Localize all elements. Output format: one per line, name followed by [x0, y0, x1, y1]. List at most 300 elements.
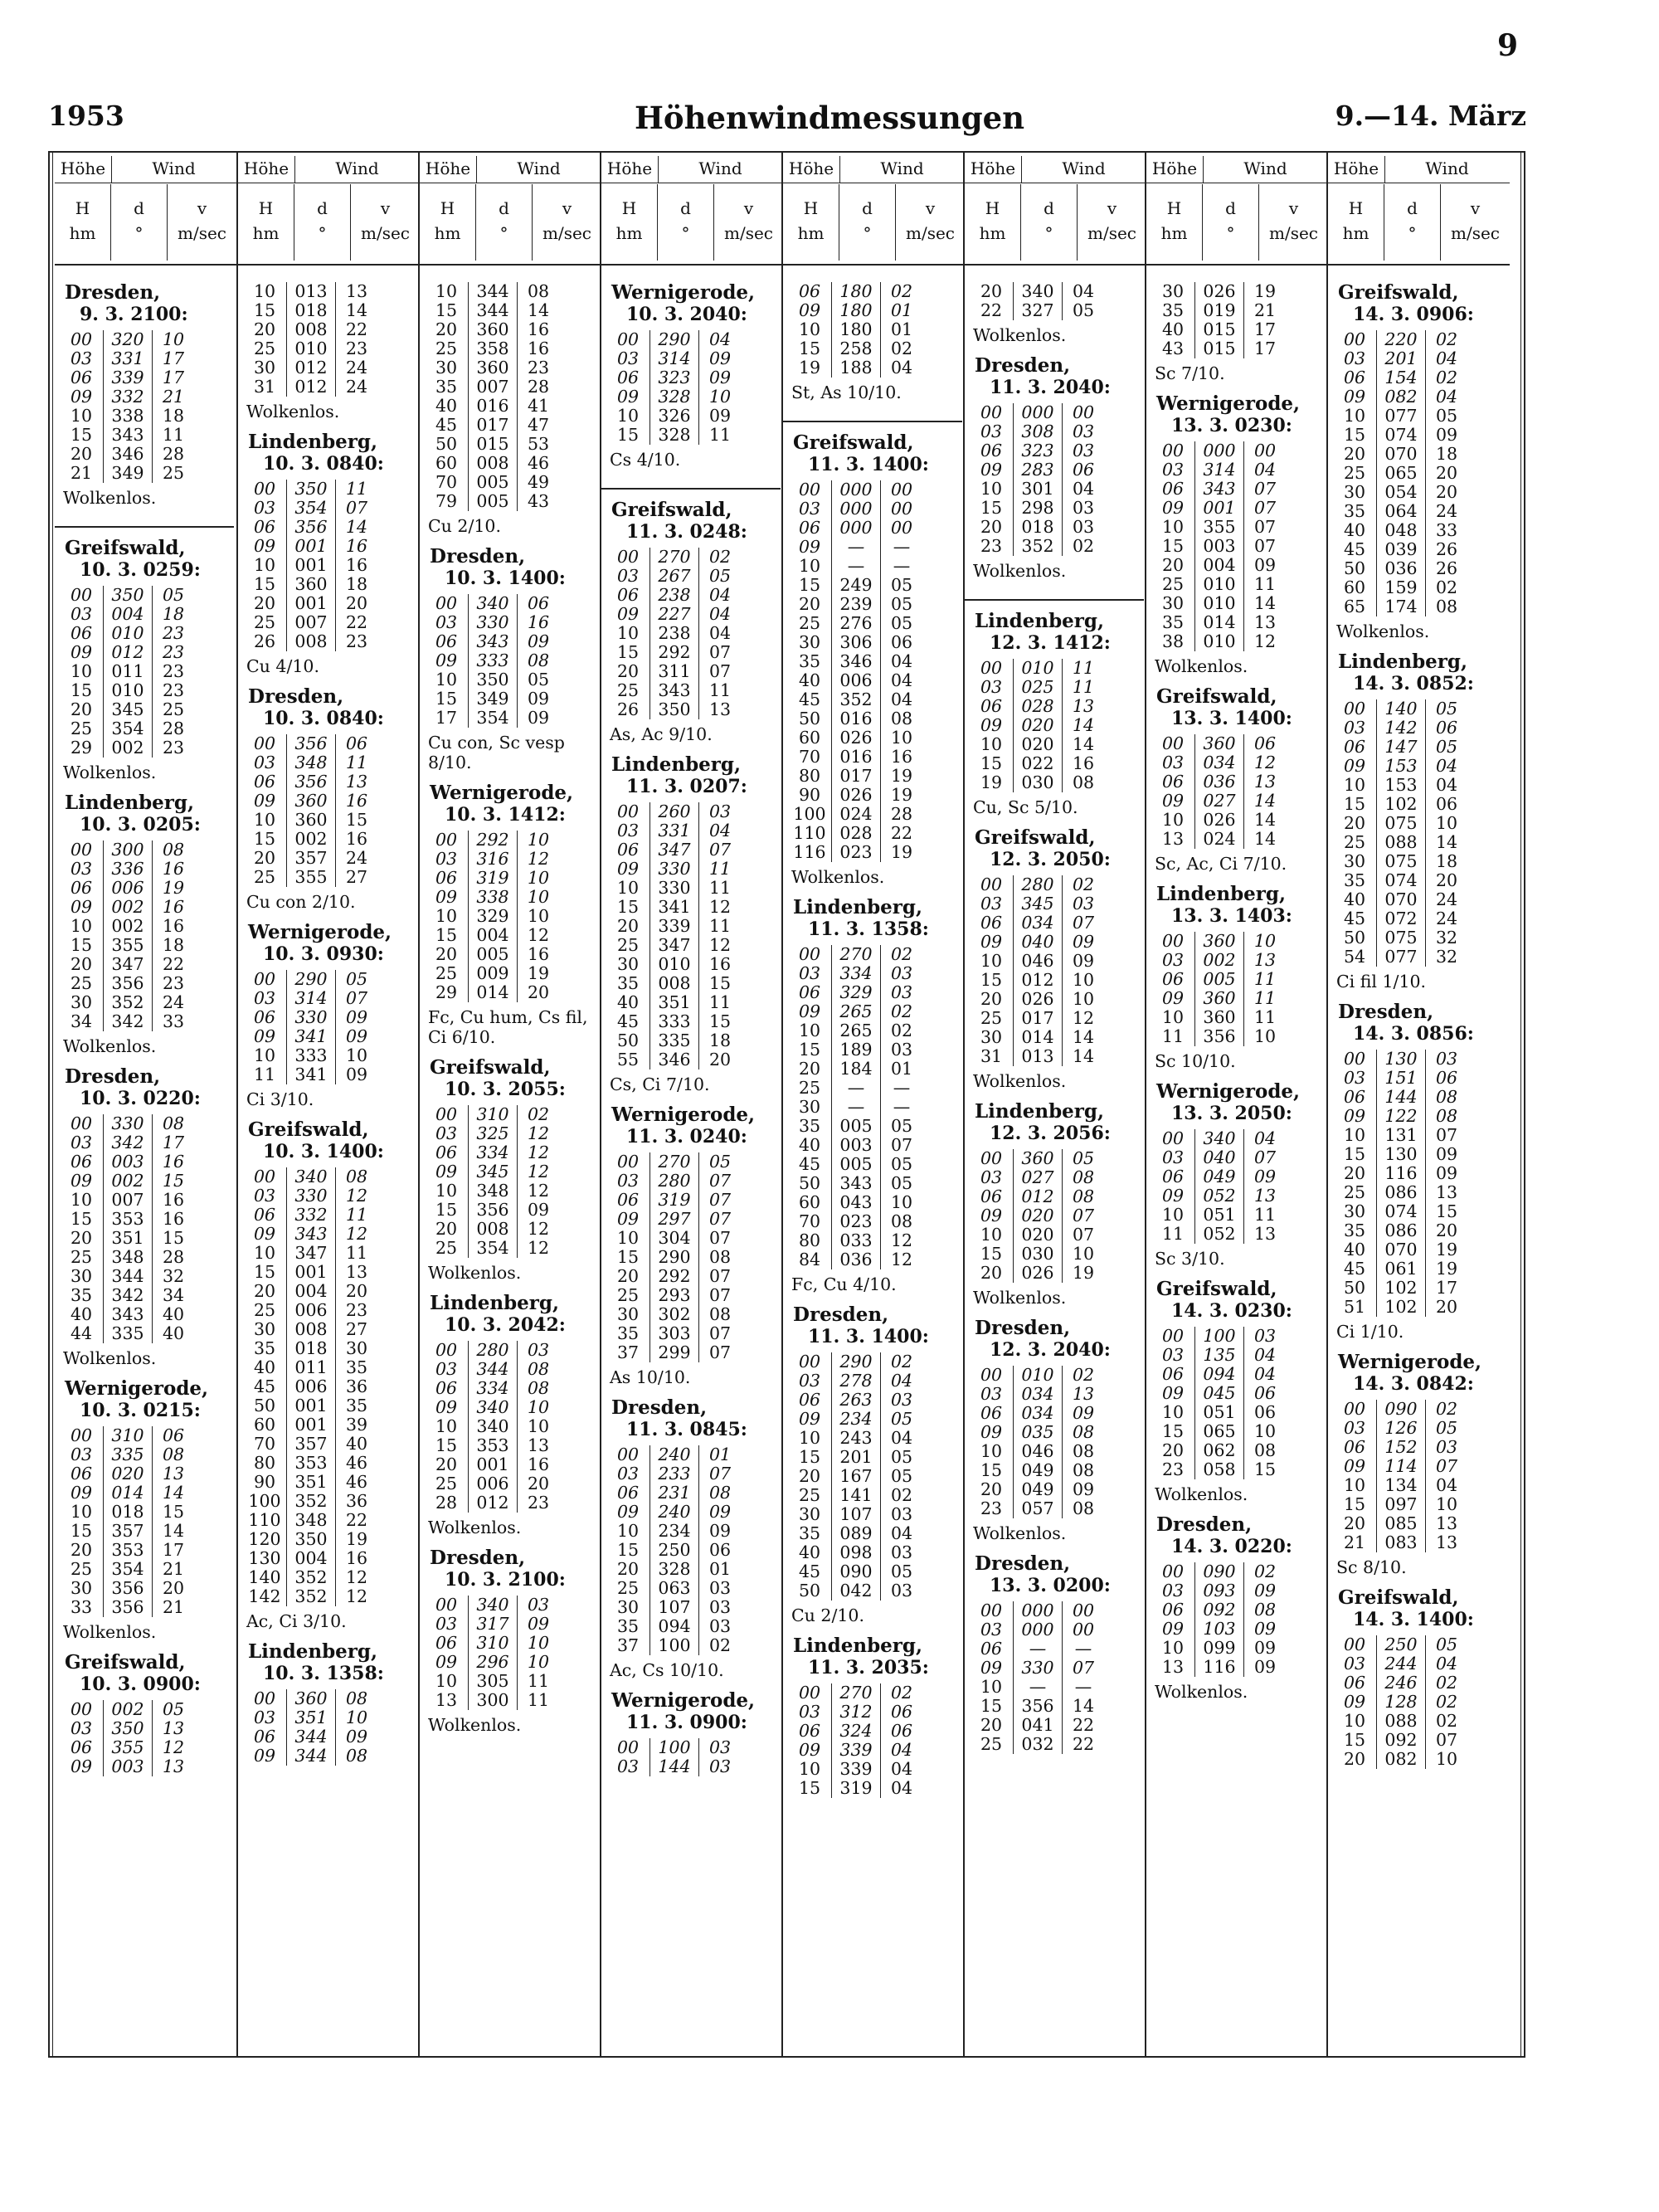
direction-value: 319 — [468, 869, 518, 888]
table-row — [783, 728, 965, 748]
station-block — [1146, 1514, 1328, 1702]
speed-value: 11 — [708, 877, 732, 898]
speed-value: 12 — [1253, 753, 1277, 772]
observation-time: 11. 3. 0240: — [626, 1125, 747, 1147]
station-block — [420, 782, 601, 1047]
column-header — [420, 151, 601, 266]
direction-value: 360 — [286, 811, 336, 830]
header-msec: m/sec — [360, 223, 410, 243]
height-value: 45 — [435, 415, 458, 435]
speed-value: 28 — [162, 444, 185, 464]
direction-value: 265 — [831, 1002, 881, 1021]
table-row — [965, 1480, 1146, 1499]
station-block — [601, 1104, 783, 1387]
height-value: 15 — [980, 753, 1003, 773]
table-row — [420, 689, 601, 709]
speed-value: 20 — [708, 1049, 732, 1069]
direction-value: 045 — [1194, 1384, 1244, 1403]
speed-value: 13 — [345, 281, 368, 301]
observation-time: 13. 3. 2050: — [1171, 1103, 1292, 1124]
height-value: 21 — [1343, 1532, 1366, 1552]
table-row — [783, 1448, 965, 1467]
direction-value: 360 — [468, 320, 518, 339]
direction-value: 341 — [286, 1027, 336, 1046]
direction-value: 319 — [831, 1779, 881, 1798]
table-row — [965, 518, 1146, 537]
height-value: 09 — [980, 1657, 1003, 1678]
cloud-note: Ci fil 1/10. — [1336, 972, 1427, 992]
speed-value: 08 — [162, 839, 185, 860]
height-value: 09 — [70, 387, 93, 407]
table-row — [420, 709, 601, 728]
height-value: 28 — [435, 1493, 458, 1513]
speed-value: 18 — [162, 406, 185, 426]
speed-value: 10 — [890, 1191, 913, 1212]
cloud-note: Wolkenlos. — [791, 866, 885, 887]
table-row — [1146, 282, 1328, 301]
height-value: 35 — [616, 972, 640, 993]
cloud-note: Cu 2/10. — [791, 1605, 864, 1625]
table-row — [238, 1027, 420, 1046]
direction-value: 026 — [1013, 1264, 1063, 1283]
height-value: 20 — [253, 848, 276, 868]
speed-value: 03 — [527, 1340, 550, 1360]
direction-value: 026 — [1013, 990, 1063, 1009]
height-value: 06 — [616, 1189, 640, 1210]
height-value: 03 — [435, 1359, 458, 1379]
header-hm: hm — [797, 223, 825, 243]
table-row — [965, 282, 1146, 301]
direction-value: 028 — [1013, 697, 1063, 716]
height-value: 25 — [1343, 463, 1366, 483]
table-row — [965, 952, 1146, 971]
direction-value: 008 — [286, 1320, 336, 1339]
speed-value: 20 — [162, 1577, 185, 1598]
table-row — [238, 1454, 420, 1473]
table-row — [965, 1423, 1146, 1442]
station-name: Lindenberg, — [1338, 650, 1467, 673]
speed-value: 23 — [345, 631, 368, 651]
speed-value: 14 — [1253, 791, 1277, 811]
speed-value: 17 — [162, 348, 185, 368]
height-value: 00 — [980, 1364, 1003, 1385]
height-value: 15 — [70, 934, 93, 955]
height-value: 20 — [616, 1558, 640, 1579]
direction-value: 000 — [831, 519, 881, 538]
height-value: 06 — [980, 441, 1003, 460]
height-value: 23 — [1161, 1459, 1185, 1479]
height-value: 25 — [253, 339, 276, 358]
table-row — [965, 716, 1146, 735]
table-row — [55, 1445, 236, 1464]
station-block — [1146, 393, 1328, 676]
table-row — [965, 914, 1146, 933]
cloud-note: Wolkenlos. — [63, 488, 157, 508]
speed-value: 03 — [527, 1595, 550, 1615]
direction-value: 007 — [286, 613, 336, 632]
table-row — [420, 926, 601, 945]
direction-value: 008 — [286, 320, 336, 339]
speed-value: 15 — [162, 1501, 185, 1522]
header-h: H — [985, 198, 1000, 218]
speed-value: 14 — [162, 1520, 185, 1541]
table-row — [55, 1172, 236, 1191]
speed-value: 02 — [890, 943, 913, 964]
height-value: 20 — [435, 944, 458, 964]
direction-value: 331 — [103, 349, 153, 368]
column-body — [601, 272, 783, 1776]
header-hm: hm — [69, 223, 96, 243]
section-rule — [965, 599, 1144, 601]
station-block — [238, 686, 420, 912]
height-value: 10 — [70, 406, 93, 426]
height-value: 21 — [70, 463, 93, 483]
speed-value: 06 — [890, 1720, 913, 1741]
table-row — [783, 709, 965, 728]
direction-value: 339 — [831, 1760, 881, 1779]
speed-value: 07 — [708, 1323, 732, 1343]
speed-value: 04 — [890, 650, 913, 671]
table-column — [236, 151, 418, 2058]
height-value: 15 — [798, 1446, 821, 1467]
direction-value: 333 — [468, 651, 518, 670]
direction-value: 244 — [1376, 1654, 1426, 1674]
observation-time: 14. 3. 0856: — [1353, 1023, 1474, 1045]
station-name: Lindenberg, — [975, 1099, 1104, 1123]
table-row — [55, 1738, 236, 1757]
speed-value: 10 — [527, 906, 550, 926]
speed-value: 11 — [1072, 676, 1095, 697]
table-row — [1328, 909, 1510, 928]
table-row — [601, 1324, 783, 1343]
speed-value: 16 — [162, 915, 185, 936]
table-row — [601, 1012, 783, 1031]
direction-value: 074 — [1376, 1202, 1426, 1221]
direction-value: 008 — [649, 974, 699, 993]
direction-value: 012 — [103, 643, 153, 662]
table-row — [1146, 1562, 1328, 1581]
direction-value: 292 — [649, 1267, 699, 1286]
direction-value: 130 — [1376, 1145, 1426, 1164]
cloud-note: Sc 8/10. — [1336, 1557, 1407, 1577]
table-row — [1328, 1514, 1510, 1533]
table-row — [238, 480, 420, 499]
direction-value: 349 — [468, 689, 518, 709]
table-row — [601, 1484, 783, 1503]
height-value: 10 — [435, 281, 458, 301]
direction-value: 356 — [286, 772, 336, 792]
frame-double-rule-left — [52, 151, 53, 2058]
speed-value: 16 — [1072, 753, 1095, 773]
speed-value: 03 — [890, 1580, 913, 1601]
speed-value: 09 — [1253, 1619, 1277, 1639]
station-name: Dresden, — [975, 1552, 1071, 1575]
table-row — [965, 894, 1146, 914]
table-row — [238, 1206, 420, 1225]
table-row — [420, 1596, 601, 1615]
height-value: 50 — [616, 1030, 640, 1050]
direction-value: 051 — [1194, 1206, 1244, 1225]
direction-value: 317 — [468, 1615, 518, 1634]
table-row — [783, 282, 965, 301]
direction-value: 041 — [1013, 1716, 1063, 1735]
observation-time: 11. 3. 2035: — [808, 1656, 929, 1678]
height-value: 20 — [70, 1539, 93, 1560]
speed-value: 04 — [1253, 460, 1277, 480]
table-row — [1328, 540, 1510, 559]
station-name: Greifswald, — [1338, 281, 1459, 304]
cloud-note: Cu con 2/10. — [246, 892, 356, 912]
direction-value: — — [831, 1098, 881, 1117]
height-value: 06 — [1161, 969, 1185, 989]
height-value: 50 — [798, 708, 821, 728]
speed-value: 09 — [527, 689, 550, 709]
speed-value: 05 — [1435, 737, 1458, 757]
direction-value: — — [831, 1079, 881, 1098]
speed-value: 13 — [1253, 772, 1277, 792]
height-value: 45 — [1343, 909, 1366, 928]
speed-value: 06 — [1435, 794, 1458, 814]
height-value: 15 — [798, 1039, 821, 1060]
height-value: 13 — [435, 1690, 458, 1710]
speed-value: 13 — [162, 1717, 185, 1738]
table-row — [1328, 1419, 1510, 1438]
table-row — [1328, 597, 1510, 616]
table-row — [601, 624, 783, 643]
table-row — [1146, 460, 1328, 480]
direction-value: 022 — [1013, 754, 1063, 773]
table-row — [238, 1225, 420, 1244]
speed-value: 16 — [708, 953, 732, 974]
height-value: 20 — [253, 319, 276, 339]
direction-value: 250 — [1376, 1635, 1426, 1654]
table-row — [1328, 1240, 1510, 1259]
height-value: 45 — [1343, 539, 1366, 559]
direction-value: 341 — [649, 898, 699, 917]
speed-value: 23 — [527, 1493, 550, 1513]
table-row — [965, 1620, 1146, 1640]
direction-value: 010 — [649, 955, 699, 974]
speed-value: 07 — [1072, 912, 1095, 933]
table-row — [1328, 330, 1510, 349]
table-row — [420, 454, 601, 473]
height-value: 09 — [616, 603, 640, 624]
table-row — [783, 1703, 965, 1722]
height-value: 03 — [70, 603, 93, 624]
direction-value: 339 — [831, 1741, 881, 1760]
height-value: 00 — [1343, 1049, 1366, 1069]
table-row — [965, 875, 1146, 894]
height-value: 09 — [616, 1208, 640, 1229]
direction-value: 102 — [1376, 1279, 1426, 1298]
speed-value: 07 — [1435, 1730, 1458, 1750]
direction-value: 089 — [831, 1524, 881, 1543]
speed-value: 04 — [890, 1777, 913, 1798]
table-row — [1328, 349, 1510, 368]
speed-value: 08 — [527, 1378, 550, 1398]
table-column — [1145, 151, 1326, 2058]
height-value: 10 — [980, 1224, 1003, 1245]
speed-value: 05 — [1072, 300, 1095, 320]
table-row — [55, 860, 236, 879]
speed-value: 19 — [890, 841, 913, 862]
cloud-note: Wolkenlos. — [428, 1263, 522, 1283]
speed-value: 01 — [890, 319, 913, 339]
speed-value: 16 — [527, 944, 550, 964]
station-block — [1328, 282, 1510, 641]
header-h-cell — [965, 184, 1021, 261]
table-row — [1328, 445, 1510, 464]
direction-value: 142 — [1376, 719, 1426, 738]
speed-value: 39 — [345, 1415, 368, 1435]
direction-value: 344 — [286, 1747, 336, 1766]
speed-value: 08 — [708, 1303, 732, 1324]
speed-value: 02 — [708, 546, 732, 567]
direction-value: 036 — [1194, 772, 1244, 792]
table-row — [238, 613, 420, 632]
speed-value: 04 — [890, 689, 913, 709]
observation-time: 14. 3. 0230: — [1171, 1300, 1292, 1322]
height-value: 03 — [1161, 950, 1185, 970]
table-row — [238, 1549, 420, 1568]
speed-value: 35 — [345, 1396, 368, 1415]
height-value: 25 — [616, 1284, 640, 1305]
observation-time: 10. 3. 1400: — [445, 568, 566, 589]
direction-value: 356 — [103, 1579, 153, 1598]
height-value: 25 — [253, 1300, 276, 1320]
direction-value: 356 — [286, 734, 336, 753]
height-value: 13 — [1161, 829, 1185, 849]
table-row — [420, 1105, 601, 1124]
table-row — [420, 594, 601, 613]
direction-value: 340 — [468, 1398, 518, 1417]
table-row — [1146, 632, 1328, 651]
height-value: 09 — [980, 931, 1003, 952]
height-value: 26 — [616, 699, 640, 719]
speed-value: 08 — [1253, 1600, 1277, 1620]
station-block — [601, 754, 783, 1094]
speed-value: 03 — [1072, 517, 1095, 537]
direction-value: 344 — [468, 282, 518, 301]
height-value: 06 — [980, 1402, 1003, 1423]
height-value: 60 — [1343, 577, 1366, 597]
direction-value: 033 — [831, 1231, 881, 1250]
table-row — [420, 1691, 601, 1710]
direction-value: 082 — [1376, 387, 1426, 407]
direction-value: 330 — [286, 1008, 336, 1027]
speed-value: 10 — [1435, 1749, 1458, 1769]
speed-value: 10 — [890, 727, 913, 748]
speed-value: 07 — [708, 1170, 732, 1191]
station-block — [1146, 1081, 1328, 1269]
height-value: 25 — [435, 1474, 458, 1493]
speed-value: 21 — [162, 1558, 185, 1579]
speed-value: 04 — [708, 820, 732, 840]
header-v-cell — [1441, 184, 1510, 261]
table-row — [1328, 521, 1510, 540]
direction-value: 064 — [1376, 502, 1426, 521]
height-value: 15 — [70, 425, 93, 445]
speed-value: 02 — [890, 1020, 913, 1040]
table-row — [238, 1473, 420, 1492]
table-row — [783, 1410, 965, 1429]
direction-value: 100 — [649, 1738, 699, 1757]
speed-value: 22 — [345, 1510, 368, 1530]
height-value: 15 — [980, 969, 1003, 990]
station-block — [965, 1101, 1146, 1308]
direction-value: 006 — [286, 1301, 336, 1320]
height-value: 40 — [616, 992, 640, 1012]
speed-value: 04 — [708, 603, 732, 624]
speed-value: 20 — [345, 1281, 368, 1301]
speed-value: 12 — [890, 1249, 913, 1269]
station-name: Lindenberg, — [611, 753, 741, 776]
speed-value: 09 — [1072, 1402, 1095, 1423]
speed-value: 02 — [890, 1484, 913, 1505]
direction-value: 086 — [1376, 1221, 1426, 1240]
table-row — [783, 1562, 965, 1581]
height-value: 00 — [1161, 931, 1185, 951]
cloud-note: Fc, Cu 4/10. — [791, 1274, 897, 1294]
header-hm: hm — [252, 223, 280, 243]
station-name: Wernigerode, — [430, 782, 574, 804]
height-value: 50 — [798, 1580, 821, 1601]
speed-value: 01 — [708, 1444, 732, 1464]
speed-value: 05 — [890, 593, 913, 614]
direction-value: 357 — [286, 1435, 336, 1454]
speed-value: 03 — [890, 982, 913, 1002]
direction-value: 085 — [1376, 1514, 1426, 1533]
table-row — [1146, 480, 1328, 499]
speed-value: 13 — [162, 1756, 185, 1776]
table-row — [1328, 1107, 1510, 1126]
speed-value: 16 — [527, 319, 550, 339]
cloud-note: Wolkenlos. — [973, 1523, 1067, 1543]
height-value: 15 — [435, 689, 458, 709]
height-value: 13 — [1161, 1657, 1185, 1677]
direction-value: 320 — [103, 330, 153, 349]
table-row — [55, 1560, 236, 1579]
height-value: 15 — [798, 1777, 821, 1798]
speed-value: 04 — [1253, 1128, 1277, 1148]
station-name: Greifswald, — [1156, 1278, 1277, 1300]
direction-value: 018 — [103, 1503, 153, 1522]
direction-value: 352 — [286, 1492, 336, 1511]
direction-value: 001 — [286, 537, 336, 556]
table-row — [601, 860, 783, 879]
direction-value: 004 — [468, 926, 518, 945]
height-value: 10 — [1343, 775, 1366, 795]
direction-value: 355 — [286, 868, 336, 887]
table-row — [601, 974, 783, 993]
table-row — [420, 1672, 601, 1691]
height-value: 09 — [1343, 387, 1366, 407]
height-value: 03 — [616, 348, 640, 368]
height-value: 10 — [1343, 406, 1366, 426]
table-row — [420, 850, 601, 869]
table-row — [1146, 734, 1328, 753]
station-block — [965, 827, 1146, 1091]
table-row — [420, 1341, 601, 1360]
speed-value: 28 — [162, 718, 185, 738]
table-row — [965, 1206, 1146, 1225]
table-row — [420, 651, 601, 670]
direction-value: 327 — [1013, 301, 1063, 320]
direction-value: 025 — [1013, 678, 1063, 697]
table-row — [965, 1009, 1146, 1028]
speed-value: 16 — [162, 1151, 185, 1172]
speed-value: 08 — [890, 708, 913, 728]
